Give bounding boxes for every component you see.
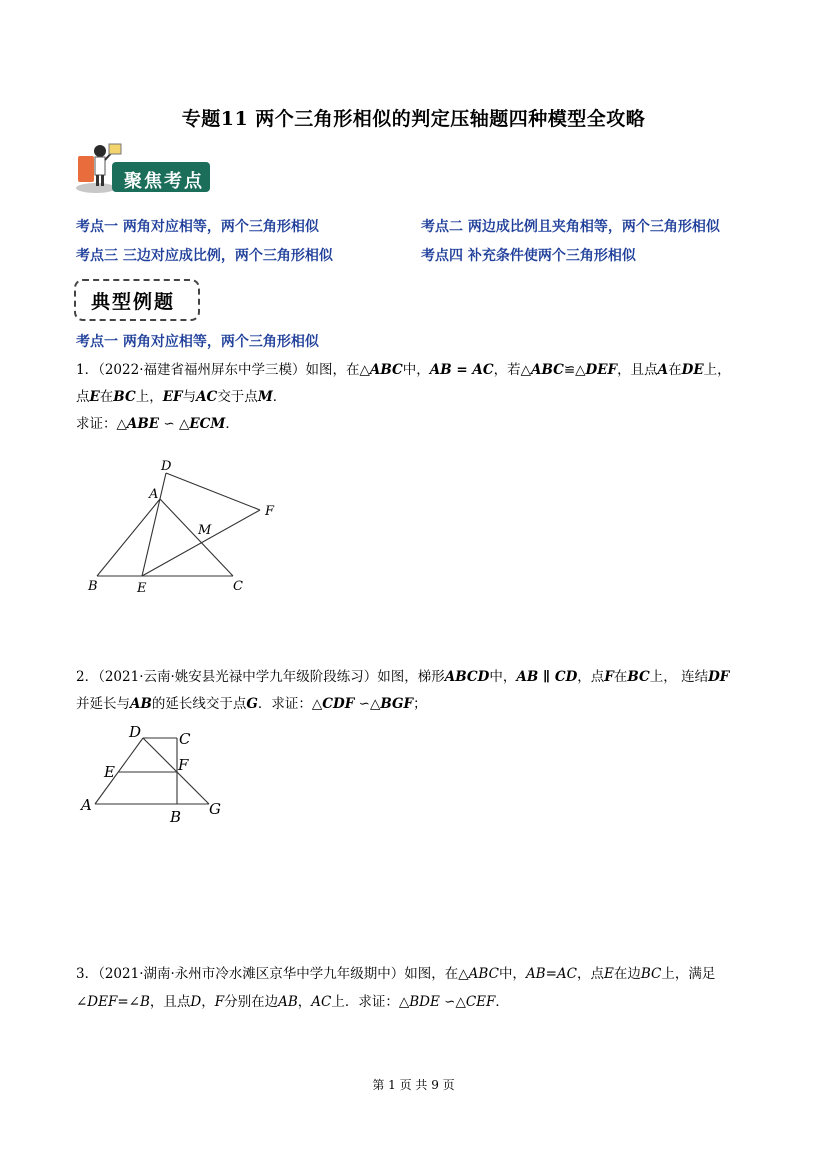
focus-banner-label: 聚焦考点: [124, 171, 204, 192]
label-f: F: [265, 504, 275, 519]
text: 上， 连结: [649, 669, 709, 685]
text: 在边: [613, 966, 641, 982]
math: AB: [130, 696, 152, 712]
text: 分别在边: [224, 994, 279, 1010]
kaodian-2: 考点二 两边成比例且夹角相等，两个三角形相似: [421, 219, 720, 235]
segment-ac: [160, 499, 233, 576]
segment-dg: [143, 738, 209, 804]
math: ABE: [126, 416, 160, 432]
math: ∠DEF=∠B: [76, 994, 150, 1010]
segment-df: [166, 473, 260, 510]
problem-1-proof: [76, 414, 239, 434]
text: ，若: [493, 362, 521, 378]
segment-ef: [142, 510, 260, 576]
section-heading: 考点一 两角对应相等，两个三角形相似: [76, 334, 319, 350]
math: E: [604, 966, 614, 982]
text: 在: [668, 362, 682, 378]
math: F: [214, 994, 225, 1010]
label-a: A: [149, 487, 159, 502]
text: 如图，在: [404, 966, 459, 982]
label-m: M: [198, 523, 212, 538]
label-f: F: [178, 756, 189, 774]
text: ；: [413, 696, 427, 712]
problem-2-line-1: [76, 667, 729, 687]
label-d: D: [161, 459, 172, 474]
text: 的延长线交于点: [151, 696, 247, 712]
text: 上，: [703, 362, 731, 378]
math: AB ∥ CD: [516, 669, 578, 685]
kaodian-4: 考点四 补充条件使两个三角形相似: [421, 248, 636, 264]
problem-1-number: 1．: [76, 362, 99, 378]
problem-1-line-1: [76, 360, 731, 380]
problem-1-source: （2022·福建省福州屏东中学三模）: [98, 362, 306, 378]
math: G: [246, 696, 258, 712]
math: AB = AC: [429, 362, 494, 378]
text: 中，: [498, 966, 526, 982]
text: 在: [613, 669, 628, 685]
text: ．求证：: [257, 696, 312, 712]
kaodian-3: 考点三 三边对应成比例，两个三角形相似: [76, 248, 333, 264]
typical-examples-label: 典型例题: [91, 291, 176, 313]
page-footer: 第 1 页 共 9 页: [372, 1078, 455, 1092]
math: AB: [278, 994, 298, 1010]
math: AB=AC: [525, 966, 577, 982]
math: △BGF: [369, 696, 414, 712]
figure-2: [76, 722, 236, 830]
text: 上．求证：: [331, 994, 399, 1010]
math: D: [190, 994, 202, 1010]
problem-3-line-1: [76, 964, 715, 984]
math: △ECM: [178, 416, 226, 432]
math: ABCD: [444, 669, 490, 685]
label-a: A: [81, 796, 92, 814]
text: ，点: [577, 669, 605, 685]
math: ≌: [563, 362, 576, 378]
math: △BDE: [398, 994, 440, 1010]
problem-3-line-2: [76, 992, 509, 1012]
math: DF: [708, 669, 730, 685]
text: 并延长与: [76, 696, 130, 712]
text: 中，: [402, 362, 430, 378]
label-c: C: [179, 730, 191, 748]
label-e: E: [137, 581, 147, 596]
math: △ABC: [520, 362, 564, 378]
math: M: [257, 389, 273, 405]
problem-3-source: （2021·湖南·永州市冷水滩区京华中学九年级期中）: [98, 966, 405, 982]
text: 如图，在: [305, 362, 360, 378]
math: BC: [640, 966, 662, 982]
page-title: 专题11 两个三角形相似的判定压轴题四种模型全攻略: [181, 108, 646, 130]
text: ．: [272, 389, 287, 405]
math: △DEF: [575, 362, 618, 378]
label-g: G: [209, 800, 221, 818]
math: △CDF: [311, 696, 355, 712]
math: △ABC: [458, 966, 499, 982]
text: 上，: [135, 389, 163, 405]
segment-ad: [95, 738, 143, 804]
text: 在: [99, 389, 114, 405]
problem-2-line-2: [76, 694, 427, 714]
problem-2-source: （2021·云南·姚安县光禄中学九年级阶段练习）: [98, 669, 378, 685]
math: BC: [113, 389, 136, 405]
text: 交于点: [217, 389, 258, 405]
focus-banner: [74, 142, 214, 194]
text: ．: [225, 416, 239, 432]
text: 点: [76, 389, 90, 405]
figure-1: [80, 452, 290, 600]
text: ，: [201, 994, 215, 1010]
math: ∽: [439, 994, 456, 1010]
math: F: [604, 669, 614, 685]
label-e: E: [104, 763, 115, 781]
problem-2-number: 2．: [76, 669, 99, 685]
text: ，: [297, 994, 312, 1010]
math: ∽: [354, 696, 370, 712]
label-b: B: [88, 579, 98, 594]
text: 上，满足: [661, 966, 716, 982]
math: E: [89, 389, 100, 405]
math: △CEF: [455, 994, 496, 1010]
math: A: [657, 362, 669, 378]
math: DE: [681, 362, 704, 378]
math: ∽: [159, 416, 179, 432]
math: AC: [311, 994, 332, 1010]
math: EF: [162, 389, 183, 405]
label-d: D: [129, 723, 142, 741]
label-b: B: [170, 808, 182, 826]
math: AC: [196, 389, 218, 405]
text: ，点: [577, 966, 604, 982]
text: 求证：△: [76, 416, 127, 432]
text: ，且点: [617, 362, 658, 378]
text: 中，: [489, 669, 517, 685]
text: ．: [495, 994, 509, 1010]
text: ，且点: [149, 994, 191, 1010]
label-c: C: [233, 579, 243, 594]
math: BC: [627, 669, 650, 685]
math: △ABC: [359, 362, 403, 378]
text: 如图，梯形: [377, 669, 445, 685]
problem-1-line-2: [76, 387, 286, 407]
kaodian-1: 考点一 两角对应相等，两个三角形相似: [76, 219, 319, 235]
problem-3-number: 3．: [76, 966, 99, 982]
text: 与: [182, 389, 197, 405]
